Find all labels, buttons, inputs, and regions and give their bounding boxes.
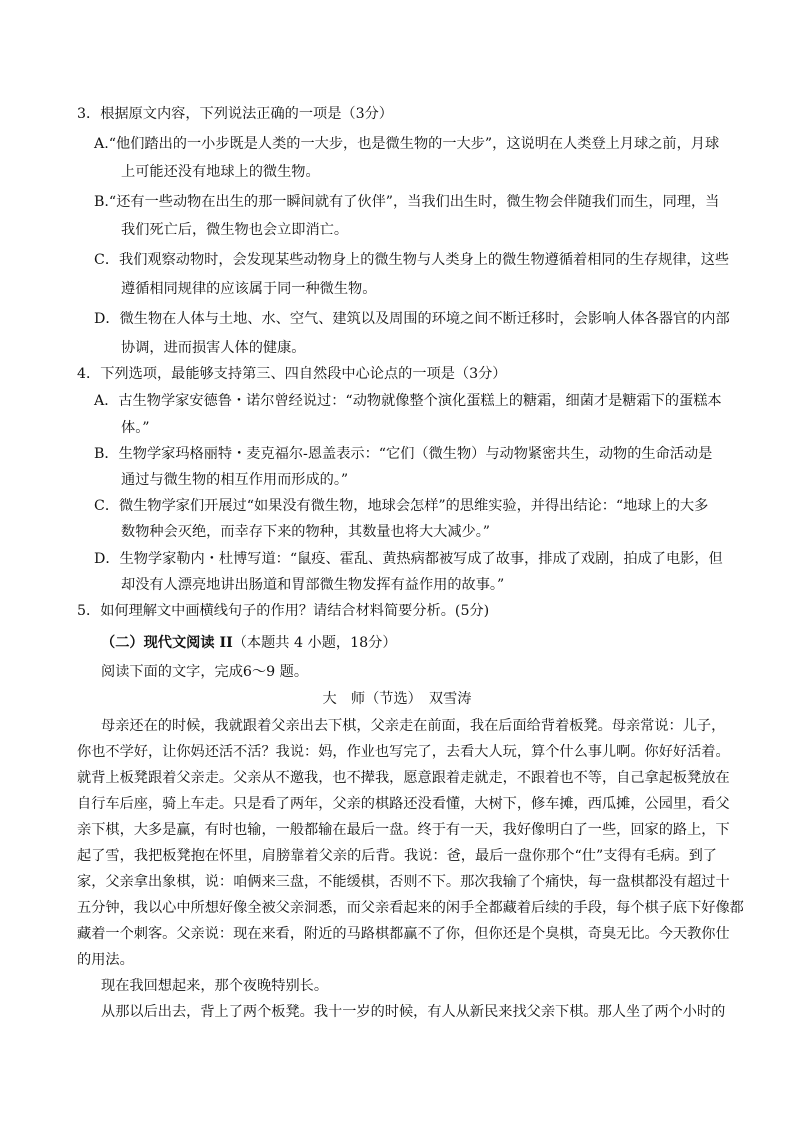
q4-option-b-line1: B．生物学家玛格丽特・麦克福尔-恩盖表示：“它们（微生物）与动物紧密共生，动物的生命活动是	[94, 446, 713, 462]
passage-line: 亲下棋，大多是赢，有时也输，一般都输在最后一盘。终于有一天，我好像明白了一些，回家的路上，下	[77, 822, 730, 838]
passage-line: 起了雪，我把板凳抱在怀里，肩膀靠着父亲的后背。我说：爸，最后一盘你那个“仕”支得有毛病。到了	[77, 848, 717, 864]
passage-line: 你也不学好，让你妈还活不活？我说：妈，作业也写完了，去看大人玩，算个什么事儿啊。你好好活着。	[77, 744, 730, 760]
q3-option-a-line2: 上可能还没有地球上的微生物。	[121, 164, 320, 180]
reading-instruction: 阅读下面的文字，完成6～9 题。	[101, 664, 309, 680]
section-heading-rest: （本题共 4 小题，18分）	[232, 635, 397, 651]
q4-option-d-line1: D．生物学家勒内・杜博写道：“鼠疫、霍乱、黄热病都被写成了故事，排成了戏剧，拍成了电影，但	[94, 551, 723, 567]
passage-line: 就背上板凳跟着父亲走。父亲从不邀我，也不撵我，愿意跟着走就走，不跟着也不等，自己拿起板凳放在	[77, 770, 730, 786]
q3-option-a-line1: A.“他们踏出的一小步既是人类的一大步，也是微生物的一大步”，这说明在人类登上月球之前，月球	[94, 136, 720, 152]
section-heading-bold: （二）现代文阅读 II	[101, 635, 233, 651]
passage-paragraph: 现在我回想起来，那个夜晚特别长。	[101, 978, 329, 994]
passage-line: 五分钟，我以心中所想好像全被父亲洞悉，而父亲看起来的闲手全都藏着后续的手段，每个棋子底下好像都	[77, 900, 744, 916]
q4-option-c-line1: C．微生物学家们开展过“如果没有微生物，地球会怎样”的思维实验，并得出结论：“地球上的大多	[94, 498, 709, 514]
q4-option-b-line2: 通过与微生物的相互作用而形成的。”	[121, 472, 349, 488]
q4-option-a-line2: 体。”	[121, 420, 150, 436]
q3-option-b-line1: B.“还有一些动物在出生的那一瞬间就有了伙伴”，当我们出生时，微生物会伴随我们而生，同理，当	[94, 194, 720, 210]
passage-line: 母亲还在的时候，我就跟着父亲出去下棋，父亲走在前面，我在后面给背着板凳。母亲常说：儿子，	[101, 718, 726, 734]
section-heading	[101, 633, 397, 653]
q5-stem: 5．如何理解文中画横线句子的作用？请结合材料简要分析。(5分)	[77, 603, 490, 619]
passage-line: 家，父亲拿出象棋，说：咱俩来三盘，不能缓棋，否则不下。那次我输了个痛快，每一盘棋都没有超过十	[77, 874, 730, 890]
passage-line: 藏着一个刺客。父亲说：现在来看，附近的马路棋都赢不了你，但你还是个臭棋，奇臭无比。今天教你仕	[77, 926, 730, 942]
q3-option-d-line2: 协调，进而损害人体的健康。	[121, 340, 306, 356]
q3-stem: 3．根据原文内容，下列说法正确的一项是（3分）	[77, 106, 393, 122]
q3-option-c-line2: 遵循相同规律的应该属于同一种微生物。	[121, 281, 377, 297]
q4-option-c-line2: 数物种会灭绝，而幸存下来的物种，其数量也将大大减少。”	[121, 524, 491, 540]
q3-option-b-line2: 我们死亡后，微生物也会立即消亡。	[121, 222, 349, 238]
passage-line: 自行车后座，骑上车走。只是看了两年，父亲的棋路还没看懂，大树下，修车摊，西瓜摊，公园里，看父	[77, 796, 730, 812]
q4-option-a-line1: A．古生物学家安德鲁・诺尔曾经说过：“动物就像整个演化蛋糕上的糖霜，细菌才是糖霜下的蛋糕本	[94, 393, 722, 409]
passage-paragraph: 从那以后出去，背上了两个板凳。我十一岁的时候，有人从新民来找父亲下棋。那人坐了两个小时的	[101, 1004, 726, 1020]
q4-stem: 4．下列选项，最能够支持第三、四自然段中心论点的一项是（3分）	[77, 366, 507, 382]
q3-option-c-line1: C．我们观察动物时，会发现某些动物身上的微生物与人类身上的微生物遵循着相同的生存规律，这些	[94, 252, 730, 268]
passage-line: 的用法。	[77, 952, 134, 968]
q3-option-d-line1: D．微生物在人体与土地、水、空气、建筑以及周围的环境之间不断迁移时，会影响人体各器官的内部	[94, 311, 730, 327]
passage-title: 大 师（节选） 双雪涛	[322, 691, 472, 707]
q4-option-d-line2: 却没有人漂亮地讲出肠道和胃部微生物发挥有益作用的故事。”	[121, 577, 505, 593]
